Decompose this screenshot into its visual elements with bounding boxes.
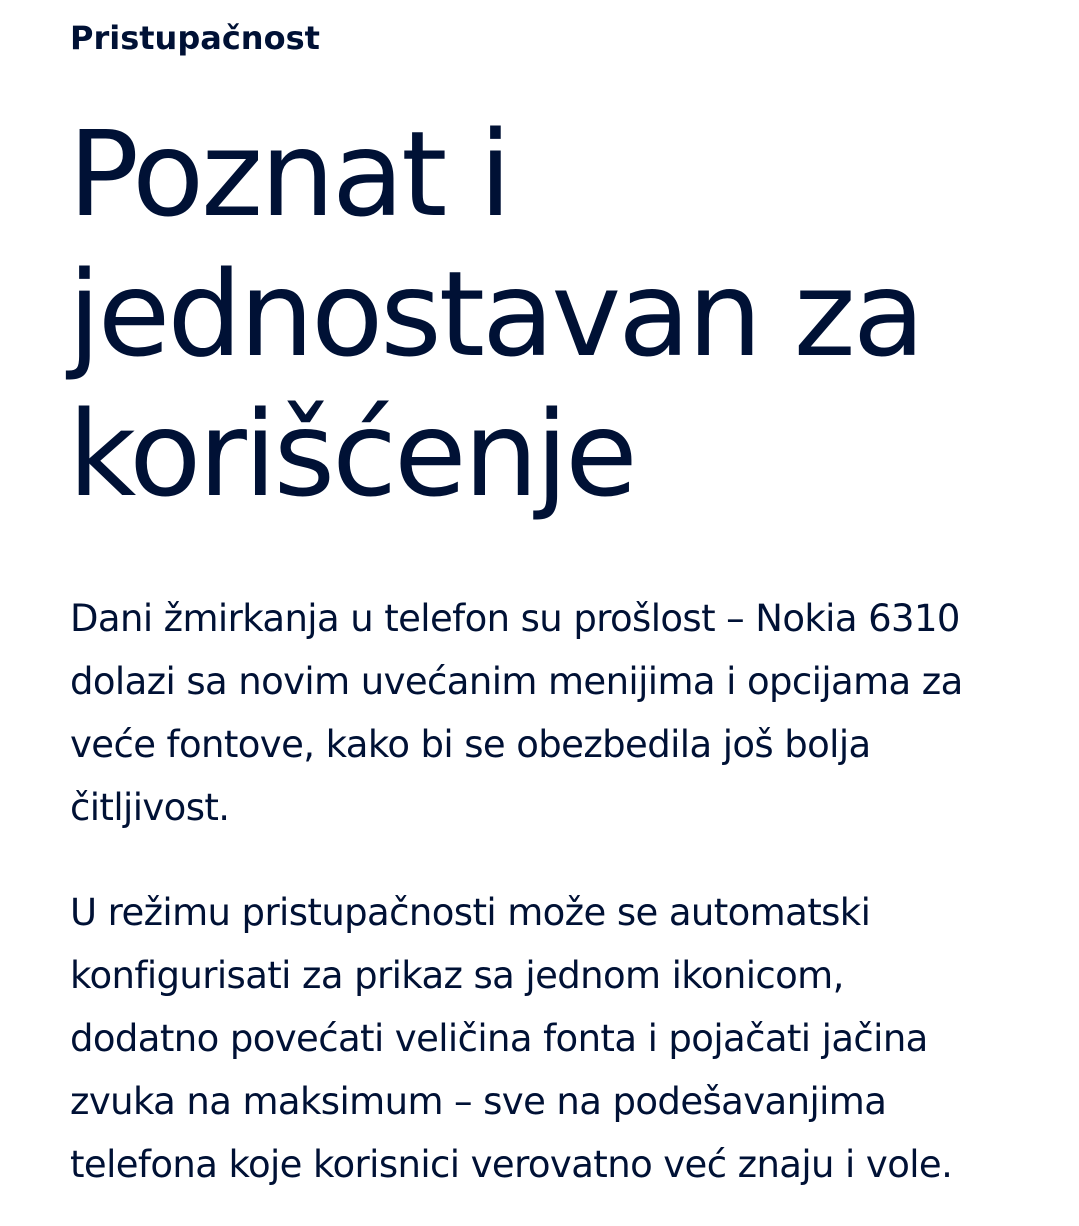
paragraph-line: čitljivost.	[70, 786, 230, 829]
headline-line: jednostavan za	[68, 245, 923, 383]
paragraph-line: veće fontove, kako bi se obezbedila još bolja	[70, 723, 871, 766]
paragraph-line: U režimu pristupačnosti može se automatski	[70, 891, 871, 934]
headline-line: korišćenje	[68, 385, 635, 523]
headline-line: Poznat i	[68, 105, 509, 243]
paragraph-line: telefona koje korisnici verovatno već znaju i vole.	[70, 1143, 953, 1186]
paragraph-line: Dani žmirkanja u telefon su prošlost – Nokia 6310	[70, 597, 960, 640]
paragraph-line: dodatno povećati veličina fonta i pojačati jačina	[70, 1017, 928, 1060]
body-paragraph-2	[70, 881, 1030, 1196]
paragraph-line: dolazi sa novim uvećanim menijima i opcijama za	[70, 660, 963, 703]
section-eyebrow: Pristupačnost	[70, 19, 320, 57]
section-headline	[68, 104, 1028, 524]
paragraph-line: zvuka na maksimum – sve na podešavanjima	[70, 1080, 887, 1123]
body-paragraph-1	[70, 587, 1030, 839]
paragraph-line: konfigurisati za prikaz sa jednom ikonicom,	[70, 954, 844, 997]
